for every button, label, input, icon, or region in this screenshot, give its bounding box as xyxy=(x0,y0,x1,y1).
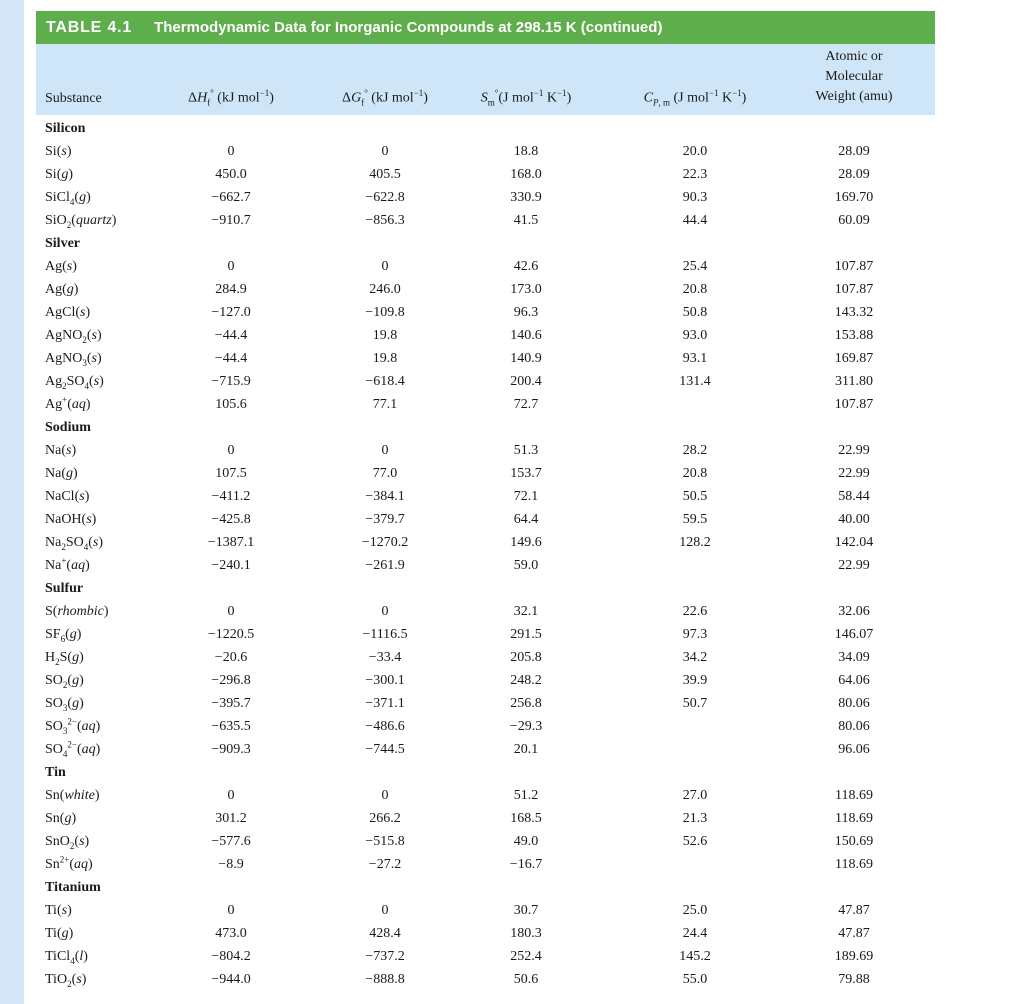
group-name: Titanium xyxy=(45,880,101,895)
header-entropy: $S_m^\circ(J$ mol$^{-1}$ $K^{-1}$) xyxy=(480,87,572,107)
molecular-weight-value: 143.32 xyxy=(834,305,874,320)
table-row xyxy=(36,693,935,716)
substance-formula: Ag+(aq) xyxy=(45,394,91,412)
entropy-value: 153.7 xyxy=(510,466,542,481)
heat-capacity-value: 27.0 xyxy=(682,788,708,803)
group-header xyxy=(36,420,935,440)
delta-g-value: 405.5 xyxy=(369,167,401,182)
entropy-value: 140.9 xyxy=(510,351,542,366)
entropy-value: 149.6 xyxy=(510,535,542,550)
heat-capacity-value: 50.8 xyxy=(682,305,708,320)
group-header xyxy=(36,121,935,141)
heat-capacity-value: 55.0 xyxy=(682,972,708,987)
heat-capacity-value: 145.2 xyxy=(679,949,711,964)
table-row xyxy=(36,164,935,187)
substance-formula: Ag(g) xyxy=(45,282,79,297)
header-delta-h: $\Delta H_f^\circ$ (kJ mol$^{-1}$) xyxy=(188,87,274,107)
delta-g-value: −622.8 xyxy=(365,190,405,205)
delta-g-value: 0 xyxy=(381,443,389,458)
entropy-value: 140.6 xyxy=(510,328,542,343)
molecular-weight-value: 311.80 xyxy=(835,374,873,389)
substance-formula: $Na_2SO_4(s)$ xyxy=(45,535,104,552)
molecular-weight-value: 22.99 xyxy=(838,443,870,458)
delta-g-value: −618.4 xyxy=(365,374,405,389)
entropy-value: 256.8 xyxy=(510,696,542,711)
delta-g-value: 77.0 xyxy=(372,466,398,481)
table-row xyxy=(36,141,935,164)
delta-h-value: −909.3 xyxy=(211,742,251,757)
table-row xyxy=(36,808,935,831)
table-row xyxy=(36,739,935,762)
delta-h-value: 0 xyxy=(227,604,235,619)
molecular-weight-value: 28.09 xyxy=(838,144,870,159)
substance-formula: AgNO$_2$(s) xyxy=(45,328,102,345)
delta-g-value: −261.9 xyxy=(365,558,405,573)
delta-h-value: −804.2 xyxy=(211,949,251,964)
molecular-weight-value: 28.09 xyxy=(838,167,870,182)
heat-capacity-value: 128.2 xyxy=(679,535,711,550)
table-row xyxy=(36,555,935,578)
delta-g-value: 19.8 xyxy=(372,328,398,343)
header-substance: Substance xyxy=(45,91,102,106)
delta-g-value: −856.3 xyxy=(365,213,405,228)
molecular-weight-value: 118.69 xyxy=(835,857,873,872)
molecular-weight-value: 47.87 xyxy=(838,926,870,941)
delta-h-value: −296.8 xyxy=(211,673,251,688)
delta-g-value: −737.2 xyxy=(365,949,405,964)
table-row xyxy=(36,509,935,532)
heat-capacity-value: 22.3 xyxy=(682,167,708,182)
header-heat-capacity: $C_{P, m}$ (J mol$^{-1}$ $K^{-1}$) xyxy=(643,87,747,107)
table-title: Thermodynamic Data for Inorganic Compounds at 298.15 K (continued) xyxy=(154,19,663,36)
delta-h-value: −1220.5 xyxy=(207,627,255,642)
table-row xyxy=(36,716,935,739)
table-row xyxy=(36,394,935,417)
substance-formula: $SO_3(g)$ xyxy=(45,696,84,713)
molecular-weight-value: 60.09 xyxy=(838,213,870,228)
entropy-value: 30.7 xyxy=(513,903,539,918)
substance-formula: S(rhombic) xyxy=(45,604,109,619)
molecular-weight-value: 146.07 xyxy=(834,627,874,642)
heat-capacity-value: 20.8 xyxy=(682,466,708,481)
table-row xyxy=(36,831,935,854)
molecular-weight-value: 47.87 xyxy=(838,903,870,918)
delta-h-value: 0 xyxy=(227,144,235,159)
entropy-value: 168.0 xyxy=(510,167,542,182)
entropy-value: 18.8 xyxy=(513,144,539,159)
substance-formula: SiCl$_4$(g) xyxy=(45,190,91,207)
substance-formula: $SF_6(g)$ xyxy=(45,627,82,644)
heat-capacity-value: 50.7 xyxy=(682,696,708,711)
table-body xyxy=(36,121,935,992)
heat-capacity-value: 25.0 xyxy=(682,903,708,918)
substance-formula: Ti(s) xyxy=(45,903,72,918)
molecular-weight-value: 169.70 xyxy=(834,190,874,205)
table-row xyxy=(36,647,935,670)
molecular-weight-value: 80.06 xyxy=(838,719,870,734)
delta-h-value: −715.9 xyxy=(211,374,251,389)
substance-formula: Ti(g) xyxy=(45,926,74,941)
page-margin-band xyxy=(0,0,24,1004)
entropy-value: 41.5 xyxy=(513,213,539,228)
entropy-value: 168.5 xyxy=(510,811,542,826)
header-molecular-weight: Atomic or Molecular Weight (amu) xyxy=(815,49,893,104)
heat-capacity-value: 39.9 xyxy=(682,673,708,688)
delta-h-value: −127.0 xyxy=(211,305,251,320)
table-row xyxy=(36,325,935,348)
molecular-weight-value: 107.87 xyxy=(834,397,874,412)
table-row xyxy=(36,946,935,969)
delta-g-value: −1270.2 xyxy=(361,535,409,550)
delta-h-value: 0 xyxy=(227,259,235,274)
molecular-weight-value: 32.06 xyxy=(838,604,870,619)
substance-formula: NaOH(s) xyxy=(45,512,97,527)
group-header xyxy=(36,236,935,256)
entropy-value: 200.4 xyxy=(510,374,542,389)
table-row xyxy=(36,210,935,233)
table-row xyxy=(36,302,935,325)
delta-g-value: −744.5 xyxy=(365,742,405,757)
table-row xyxy=(36,532,935,555)
delta-h-value: 0 xyxy=(227,903,235,918)
delta-h-value: 0 xyxy=(227,788,235,803)
substance-formula: $SO_4^{2-}(aq)$ xyxy=(45,739,101,759)
heat-capacity-value: 20.8 xyxy=(682,282,708,297)
group-header xyxy=(36,765,935,785)
delta-g-value: −33.4 xyxy=(368,650,402,665)
entropy-value: 330.9 xyxy=(510,190,542,205)
molecular-weight-value: 107.87 xyxy=(834,282,874,297)
heat-capacity-value: 22.6 xyxy=(682,604,708,619)
delta-h-value: −910.7 xyxy=(211,213,251,228)
molecular-weight-value: 58.44 xyxy=(838,489,870,504)
heat-capacity-value: 90.3 xyxy=(682,190,708,205)
delta-h-value: −44.4 xyxy=(214,351,248,366)
group-header xyxy=(36,880,935,900)
heat-capacity-value: 59.5 xyxy=(682,512,708,527)
molecular-weight-value: 189.69 xyxy=(834,949,874,964)
molecular-weight-value: 169.87 xyxy=(834,351,874,366)
substance-formula: Na(s) xyxy=(45,443,77,458)
heat-capacity-value: 24.4 xyxy=(682,926,708,941)
entropy-value: −16.7 xyxy=(509,857,543,872)
entropy-value: 291.5 xyxy=(510,627,542,642)
delta-g-value: −486.6 xyxy=(365,719,405,734)
heat-capacity-value: 34.2 xyxy=(682,650,708,665)
heat-capacity-value: 93.0 xyxy=(682,328,708,343)
substance-formula: AgCl(s) xyxy=(45,305,91,320)
heat-capacity-value: 20.0 xyxy=(682,144,708,159)
entropy-value: 72.7 xyxy=(513,397,539,412)
entropy-value: 248.2 xyxy=(510,673,542,688)
table-title-bar xyxy=(36,11,935,44)
entropy-value: 180.3 xyxy=(510,926,542,941)
entropy-value: 51.2 xyxy=(513,788,539,803)
entropy-value: 51.3 xyxy=(513,443,539,458)
substance-formula: TiCl$_4$(l) xyxy=(45,949,88,966)
table-header xyxy=(36,44,935,115)
table-row xyxy=(36,463,935,486)
heat-capacity-value: 25.4 xyxy=(682,259,708,274)
table-row xyxy=(36,601,935,624)
delta-g-value: 428.4 xyxy=(369,926,401,941)
molecular-weight-value: 118.69 xyxy=(835,788,873,803)
heat-capacity-value: 97.3 xyxy=(682,627,708,642)
entropy-value: 96.3 xyxy=(513,305,539,320)
substance-formula: SnO$_2$(s) xyxy=(45,834,90,851)
substance-formula: Na(g) xyxy=(45,466,78,481)
table-row xyxy=(36,785,935,808)
molecular-weight-value: 79.88 xyxy=(838,972,870,987)
delta-h-value: −944.0 xyxy=(211,972,251,987)
group-name: Silver xyxy=(45,236,80,251)
substance-formula: $H_2S(g)$ xyxy=(45,650,84,667)
entropy-value: 72.1 xyxy=(513,489,539,504)
molecular-weight-value: 40.00 xyxy=(838,512,870,527)
molecular-weight-value: 153.88 xyxy=(834,328,874,343)
delta-h-value: 107.5 xyxy=(215,466,247,481)
table-row xyxy=(36,187,935,210)
group-header xyxy=(36,581,935,601)
delta-h-value: −411.2 xyxy=(211,489,251,504)
delta-h-value: −240.1 xyxy=(211,558,251,573)
heat-capacity-value: 50.5 xyxy=(682,489,708,504)
table-row xyxy=(36,900,935,923)
table-row xyxy=(36,624,935,647)
delta-g-value: 0 xyxy=(381,604,389,619)
delta-g-value: 266.2 xyxy=(369,811,401,826)
entropy-value: 50.6 xyxy=(513,972,539,987)
table-row xyxy=(36,670,935,693)
substance-formula: $SO_3^{2-}(aq)$ xyxy=(45,716,101,736)
entropy-value: 59.0 xyxy=(513,558,539,573)
delta-g-value: 0 xyxy=(381,259,389,274)
delta-g-value: 246.0 xyxy=(369,282,401,297)
table-label: TABLE 4.1 xyxy=(46,18,133,36)
substance-formula: Sn(g) xyxy=(45,811,77,826)
delta-g-value: −300.1 xyxy=(365,673,405,688)
delta-h-value: 450.0 xyxy=(215,167,247,182)
delta-g-value: 0 xyxy=(381,788,389,803)
delta-g-value: 77.1 xyxy=(372,397,398,412)
molecular-weight-value: 64.06 xyxy=(838,673,870,688)
delta-g-value: 19.8 xyxy=(372,351,398,366)
table-row xyxy=(36,969,935,992)
substance-formula: $SO_2(g)$ xyxy=(45,673,84,690)
delta-g-value: −1116.5 xyxy=(362,627,408,642)
delta-h-value: 473.0 xyxy=(215,926,247,941)
delta-h-value: 105.6 xyxy=(215,397,247,412)
molecular-weight-value: 118.69 xyxy=(835,811,873,826)
delta-g-value: −384.1 xyxy=(365,489,405,504)
table-row xyxy=(36,279,935,302)
table-row xyxy=(36,440,935,463)
delta-g-value: −888.8 xyxy=(365,972,405,987)
substance-formula: TiO$_2$(s) xyxy=(45,972,87,989)
heat-capacity-value: 21.3 xyxy=(682,811,708,826)
thermo-table xyxy=(36,11,935,992)
molecular-weight-value: 142.04 xyxy=(834,535,874,550)
heat-capacity-value: 44.4 xyxy=(682,213,708,228)
delta-h-value: −425.8 xyxy=(211,512,251,527)
group-name: Sodium xyxy=(45,420,91,435)
substance-formula: Ag(s) xyxy=(45,259,77,274)
substance-formula: Si(s) xyxy=(45,144,72,159)
entropy-value: 64.4 xyxy=(513,512,539,527)
table-row xyxy=(36,348,935,371)
substance-formula: $Sn^{2+}(aq)$ xyxy=(45,854,93,872)
substance-formula: AgNO$_3$(s) xyxy=(45,351,102,368)
heat-capacity-value: 28.2 xyxy=(682,443,708,458)
delta-h-value: −577.6 xyxy=(211,834,251,849)
molecular-weight-value: 22.99 xyxy=(838,466,870,481)
substance-formula: SiO$_2$(quartz) xyxy=(45,213,117,230)
delta-h-value: −20.6 xyxy=(214,650,248,665)
entropy-value: −29.3 xyxy=(509,719,543,734)
delta-h-value: 301.2 xyxy=(215,811,247,826)
entropy-value: 32.1 xyxy=(513,604,539,619)
table-row xyxy=(36,923,935,946)
molecular-weight-value: 34.09 xyxy=(838,650,870,665)
delta-h-value: −662.7 xyxy=(211,190,251,205)
delta-h-value: −1387.1 xyxy=(207,535,255,550)
entropy-value: 20.1 xyxy=(513,742,539,757)
molecular-weight-value: 96.06 xyxy=(838,742,870,757)
header-delta-g: $\Delta G_f^\circ$ (kJ mol$^{-1}$) xyxy=(342,87,428,107)
substance-formula: Na+(aq) xyxy=(45,555,90,573)
entropy-value: 42.6 xyxy=(513,259,539,274)
delta-h-value: −44.4 xyxy=(214,328,248,343)
group-name: Tin xyxy=(45,765,66,780)
table-row xyxy=(36,854,935,877)
table-row xyxy=(36,486,935,509)
molecular-weight-value: 80.06 xyxy=(838,696,870,711)
delta-h-value: −395.7 xyxy=(211,696,251,711)
substance-formula: Sn(white) xyxy=(45,788,100,803)
delta-h-value: 284.9 xyxy=(215,282,247,297)
entropy-value: 252.4 xyxy=(510,949,542,964)
molecular-weight-value: 107.87 xyxy=(834,259,874,274)
substance-formula: $Ag_2SO_4(s)$ xyxy=(45,374,104,391)
delta-g-value: −27.2 xyxy=(368,857,402,872)
delta-g-value: −109.8 xyxy=(365,305,405,320)
delta-h-value: 0 xyxy=(227,443,235,458)
entropy-value: 49.0 xyxy=(513,834,539,849)
table-row xyxy=(36,371,935,394)
table-row xyxy=(36,256,935,279)
delta-h-value: −635.5 xyxy=(211,719,251,734)
heat-capacity-value: 131.4 xyxy=(679,374,711,389)
delta-g-value: −371.1 xyxy=(365,696,405,711)
heat-capacity-value: 52.6 xyxy=(682,834,708,849)
group-name: Sulfur xyxy=(45,581,84,596)
delta-g-value: −379.7 xyxy=(365,512,405,527)
entropy-value: 205.8 xyxy=(510,650,542,665)
heat-capacity-value: 93.1 xyxy=(682,351,708,366)
delta-h-value: −8.9 xyxy=(218,857,244,872)
substance-formula: Si(g) xyxy=(45,167,74,182)
molecular-weight-value: 150.69 xyxy=(834,834,874,849)
entropy-value: 173.0 xyxy=(510,282,542,297)
delta-g-value: 0 xyxy=(381,144,389,159)
group-name: Silicon xyxy=(45,121,86,136)
substance-formula: NaCl(s) xyxy=(45,489,90,504)
molecular-weight-value: 22.99 xyxy=(838,558,870,573)
delta-g-value: −515.8 xyxy=(365,834,405,849)
delta-g-value: 0 xyxy=(381,903,389,918)
